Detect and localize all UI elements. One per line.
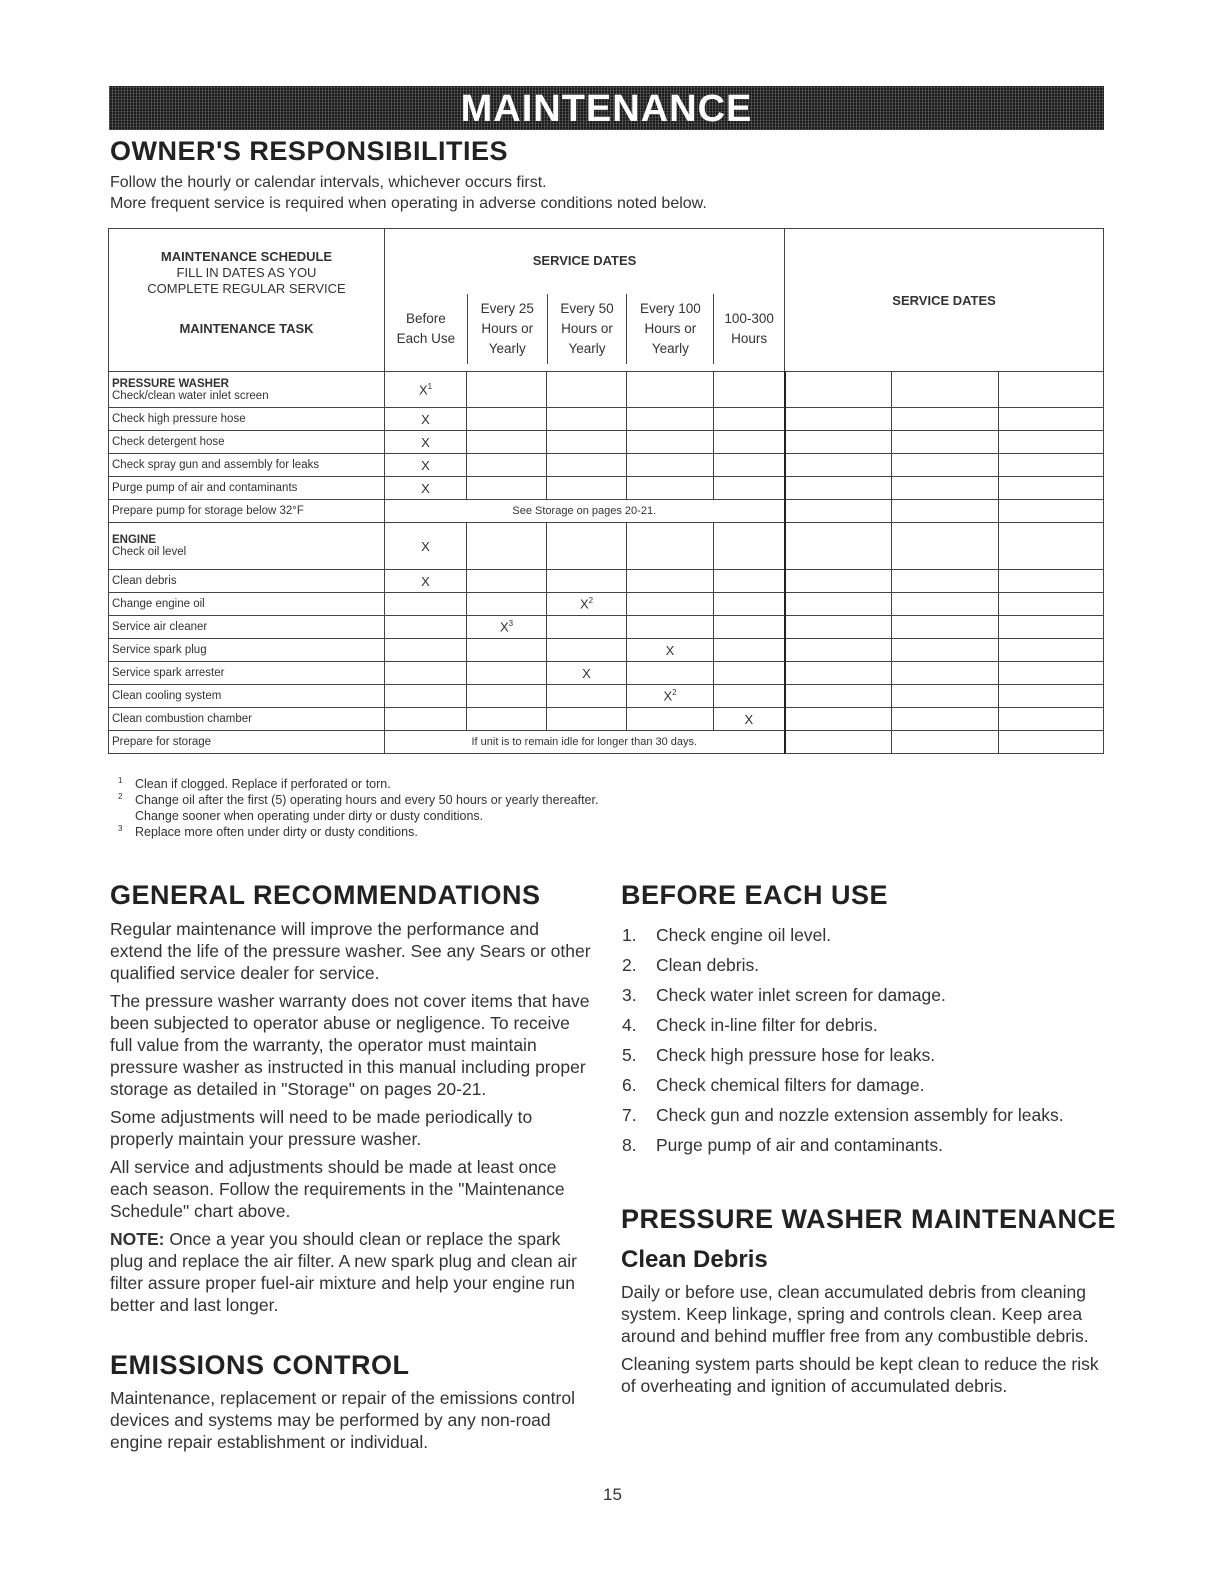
- task-category: PRESSURE WASHER: [112, 377, 229, 390]
- interval-cell: [467, 431, 547, 454]
- interval-cell: [714, 685, 785, 708]
- step-item: [620, 1134, 1090, 1156]
- service-date-blank[interactable]: [785, 454, 892, 477]
- interval-cell: [627, 372, 714, 408]
- interval-cell: [467, 408, 547, 431]
- task-label: Check detergent hose: [112, 436, 225, 448]
- table-header-row: [109, 229, 1104, 372]
- table-row: [109, 685, 1104, 708]
- service-date-blank[interactable]: [892, 500, 999, 523]
- task-cell: [109, 731, 385, 754]
- schedule-subtitle: FILL IN DATES AS YOU: [176, 265, 317, 280]
- service-date-blank[interactable]: [999, 477, 1104, 500]
- service-dates-right-header: [785, 229, 1104, 372]
- task-label: Purge pump of air and contaminants: [112, 482, 298, 494]
- interval-header-line: Every 50: [560, 301, 614, 316]
- interval-header-line: Yearly: [488, 341, 526, 356]
- task-cell: [109, 454, 385, 477]
- footnote-ref: 2: [588, 596, 594, 606]
- task-cell: [109, 477, 385, 500]
- service-date-blank[interactable]: [999, 639, 1104, 662]
- interval-cell: [547, 639, 627, 662]
- interval-header-line: Hours or: [644, 321, 697, 336]
- interval-header-line: Hours or: [561, 321, 613, 336]
- service-date-blank[interactable]: [892, 639, 999, 662]
- task-cell: [109, 500, 385, 523]
- table-row: [109, 408, 1104, 431]
- interval-column-header: [626, 294, 713, 364]
- interval-cell: [467, 685, 547, 708]
- interval-cell: [627, 685, 714, 708]
- interval-mark: X: [421, 573, 430, 589]
- service-date-blank[interactable]: [785, 477, 892, 500]
- service-date-blank[interactable]: [892, 708, 999, 731]
- interval-cell: [467, 616, 547, 639]
- service-date-blank[interactable]: [785, 500, 892, 523]
- interval-cell: [714, 454, 785, 477]
- step-number: 6.: [622, 1075, 637, 1095]
- service-date-blank[interactable]: [999, 431, 1104, 454]
- interval-cell: [547, 708, 627, 731]
- service-date-blank[interactable]: [785, 408, 892, 431]
- interval-cell: [627, 454, 714, 477]
- interval-cell: [385, 616, 467, 639]
- footnote-ref: 3: [508, 619, 514, 629]
- interval-headers: [385, 294, 784, 364]
- interval-cell: [627, 523, 714, 570]
- task-label: Check/clean water inlet screen: [112, 389, 269, 402]
- step-item: [620, 1104, 1090, 1126]
- footnote-ref: 1: [427, 381, 433, 391]
- interval-cell: [467, 523, 547, 570]
- interval-cell: [547, 662, 627, 685]
- footnote-number: 3: [118, 824, 123, 833]
- step-number: 3.: [622, 985, 637, 1005]
- service-date-blank[interactable]: [999, 731, 1104, 754]
- interval-cell: [714, 477, 785, 500]
- interval-cell: [627, 662, 714, 685]
- task-label: Clean debris: [112, 575, 177, 587]
- schedule-title: MAINTENANCE SCHEDULE: [160, 249, 333, 264]
- interval-cell: [385, 662, 467, 685]
- interval-cell: [467, 593, 547, 616]
- maintenance-banner: [109, 86, 1104, 130]
- interval-cell: [385, 454, 467, 477]
- task-cell: [109, 523, 385, 570]
- footnote-line: [118, 808, 598, 824]
- task-cell: [109, 570, 385, 593]
- task-cell: [109, 616, 385, 639]
- interval-cell: [547, 685, 627, 708]
- interval-cell: [385, 593, 467, 616]
- interval-cell: [547, 454, 627, 477]
- service-date-blank[interactable]: [785, 662, 892, 685]
- task-cell: [109, 372, 385, 408]
- row-note: If unit is to remain idle for longer than 30 days.: [385, 731, 785, 754]
- interval-cell: [467, 454, 547, 477]
- emissions-body: [110, 1387, 596, 1459]
- paragraph: Daily or before use, clean accumulated debris from cleaning system. Keep linkage, spring and controls clean. Keep area around and behind muffler free from any combustible debris.: [621, 1282, 1089, 1346]
- step-item: [620, 1074, 1090, 1096]
- task-cell: [109, 593, 385, 616]
- before-each-use-heading: BEFORE EACH USE: [621, 880, 889, 910]
- interval-cell: [627, 593, 714, 616]
- step-number: 8.: [622, 1135, 637, 1155]
- service-date-blank[interactable]: [892, 408, 999, 431]
- step-item: [620, 954, 1090, 976]
- service-date-blank[interactable]: [892, 431, 999, 454]
- task-label: Service air cleaner: [112, 621, 208, 633]
- before-each-use-steps: [620, 924, 1090, 1164]
- interval-cell: [627, 708, 714, 731]
- interval-mark: X: [499, 619, 509, 635]
- service-date-blank[interactable]: [999, 570, 1104, 593]
- interval-header-line: Hours or: [481, 321, 534, 336]
- task-label: Service spark arrester: [112, 667, 225, 679]
- step-number: 5.: [622, 1045, 637, 1065]
- interval-cell: [714, 708, 785, 731]
- interval-cell: [627, 570, 714, 593]
- interval-cell: [385, 477, 467, 500]
- interval-header-line: Each Use: [396, 331, 456, 346]
- step-number: 1.: [622, 925, 637, 945]
- paragraph: All service and adjustments should be made at least once each season. Follow the requirements in the "Maintenance Schedule" chart above.: [110, 1157, 565, 1221]
- schedule-header-cell: [109, 229, 385, 372]
- footnote-text: Change sooner when operating under dirty or dusty conditions.: [135, 809, 484, 823]
- table-row: [109, 731, 1104, 754]
- interval-cell: [627, 408, 714, 431]
- footnotes: [118, 776, 598, 840]
- owners-intro: [110, 172, 707, 214]
- note-paragraph: [110, 1228, 592, 1316]
- interval-mark: X: [418, 382, 428, 398]
- note-label: NOTE:: [110, 1229, 165, 1249]
- owners-line: Follow the hourly or calendar intervals, whichever occurs first.: [110, 174, 547, 191]
- row-note: See Storage on pages 20-21.: [385, 500, 785, 523]
- service-date-blank[interactable]: [892, 372, 999, 408]
- note-text: Once a year you should clean or replace the spark plug and replace the air filter. A new spark plug and clean air filter assure proper fuel-air mixture and help your engine run better and last longer.: [110, 1229, 577, 1315]
- task-label: Check oil level: [112, 546, 187, 558]
- interval-mark: X: [665, 642, 675, 658]
- interval-cell: [714, 662, 785, 685]
- service-date-blank[interactable]: [999, 708, 1104, 731]
- interval-cell: [714, 639, 785, 662]
- interval-cell: [467, 662, 547, 685]
- interval-cell: [714, 523, 785, 570]
- interval-cell: [627, 616, 714, 639]
- interval-cell: [547, 477, 627, 500]
- service-date-blank[interactable]: [785, 593, 892, 616]
- interval-header-line: Before: [406, 311, 446, 326]
- table-row: [109, 454, 1104, 477]
- task-cell: [109, 708, 385, 731]
- service-date-blank[interactable]: [892, 685, 999, 708]
- pw-maintenance-heading: PRESSURE WASHER MAINTENANCE: [621, 1204, 1117, 1234]
- footnote-number: 1: [118, 776, 123, 785]
- service-date-blank[interactable]: [785, 523, 892, 570]
- table-row: [109, 662, 1104, 685]
- interval-cell: [547, 616, 627, 639]
- interval-mark: X: [579, 596, 589, 612]
- interval-mark: X: [663, 688, 673, 704]
- owners-heading: OWNER'S RESPONSIBILITIES: [110, 136, 508, 166]
- interval-mark: X: [421, 538, 430, 554]
- task-cell: [109, 408, 385, 431]
- service-date-blank[interactable]: [892, 662, 999, 685]
- table-row: [109, 708, 1104, 731]
- step-item: [620, 1014, 1090, 1036]
- step-number: 7.: [622, 1105, 637, 1125]
- paragraph: Cleaning system parts should be kept clean to reduce the risk of overheating and ignition of accumulated debris.: [621, 1354, 1099, 1396]
- step-text: Check engine oil level.: [656, 925, 832, 945]
- step-text: Check in-line filter for debris.: [656, 1015, 878, 1035]
- service-date-blank[interactable]: [892, 477, 999, 500]
- interval-column-header: [385, 294, 467, 364]
- interval-cell: [467, 477, 547, 500]
- interval-column-header: [467, 294, 547, 364]
- footnote-text: Clean if clogged. Replace if perforated or torn.: [135, 777, 391, 791]
- service-date-blank[interactable]: [785, 431, 892, 454]
- general-heading: GENERAL RECOMMENDATIONS: [110, 880, 541, 910]
- interval-cell: [714, 408, 785, 431]
- schedule-subtitle: COMPLETE REGULAR SERVICE: [147, 281, 346, 296]
- interval-column-header: [547, 294, 627, 364]
- service-date-blank[interactable]: [785, 570, 892, 593]
- service-dates-left-header: [385, 229, 785, 372]
- interval-header-line: Hours: [731, 331, 768, 346]
- service-date-blank[interactable]: [999, 523, 1104, 570]
- service-date-blank[interactable]: [785, 639, 892, 662]
- interval-cell: [547, 431, 627, 454]
- interval-cell: [385, 570, 467, 593]
- paragraph: Regular maintenance will improve the performance and extend the life of the pressure washer. See any Sears or other qualified service dealer for service.: [110, 919, 591, 983]
- step-text: Purge pump of air and contaminants.: [656, 1135, 943, 1155]
- table-row: [109, 431, 1104, 454]
- service-date-blank[interactable]: [892, 731, 999, 754]
- task-label: Service spark plug: [112, 644, 207, 656]
- service-date-blank[interactable]: [999, 685, 1104, 708]
- interval-cell: [547, 523, 627, 570]
- task-label: Prepare pump for storage below 32°F: [112, 505, 304, 517]
- service-date-blank[interactable]: [785, 685, 892, 708]
- interval-header-line: Every 100: [639, 301, 701, 316]
- service-date-blank[interactable]: [785, 372, 892, 408]
- footnote-line: [118, 792, 598, 808]
- step-number: 4.: [622, 1015, 637, 1035]
- service-date-blank[interactable]: [999, 372, 1104, 408]
- service-date-blank[interactable]: [999, 408, 1104, 431]
- interval-mark: X: [744, 711, 754, 727]
- interval-cell: [627, 639, 714, 662]
- interval-cell: [385, 708, 467, 731]
- step-text: Clean debris.: [656, 955, 760, 975]
- table-row: [109, 372, 1104, 408]
- table-row: [109, 593, 1104, 616]
- interval-header-line: Every 25: [480, 301, 534, 316]
- paragraph: Maintenance, replacement or repair of the emissions control devices and systems may be performed by any non-road engine repair establishment or individual.: [110, 1388, 575, 1452]
- service-date-blank[interactable]: [999, 500, 1104, 523]
- step-item: [620, 1044, 1090, 1066]
- task-cell: [109, 639, 385, 662]
- service-date-blank[interactable]: [785, 708, 892, 731]
- task-cell: [109, 431, 385, 454]
- interval-header-line: Yearly: [568, 341, 606, 356]
- footnote-line: [118, 776, 598, 792]
- interval-cell: [467, 372, 547, 408]
- page-number: 15: [603, 1485, 622, 1504]
- task-label: Check spray gun and assembly for leaks: [112, 459, 320, 471]
- service-dates-label: SERVICE DATES: [532, 253, 637, 268]
- table-row: [109, 523, 1104, 570]
- interval-mark: X: [421, 434, 430, 450]
- table-row: [109, 477, 1104, 500]
- interval-mark: X: [582, 665, 591, 681]
- interval-cell: [385, 431, 467, 454]
- interval-cell: [627, 431, 714, 454]
- task-cell: [109, 662, 385, 685]
- interval-cell: [714, 431, 785, 454]
- task-label: Clean cooling system: [112, 690, 222, 702]
- task-header: MAINTENANCE TASK: [179, 321, 314, 336]
- table-row: [109, 570, 1104, 593]
- banner-title: MAINTENANCE: [460, 88, 753, 130]
- footnote-line: [118, 824, 598, 840]
- service-date-blank[interactable]: [999, 616, 1104, 639]
- emissions-heading: EMISSIONS CONTROL: [110, 1350, 410, 1380]
- step-number: 2.: [622, 955, 637, 975]
- service-date-blank[interactable]: [999, 454, 1104, 477]
- service-date-blank[interactable]: [892, 593, 999, 616]
- interval-mark: X: [421, 457, 430, 473]
- interval-column-header: [713, 294, 784, 364]
- interval-mark: X: [421, 480, 430, 496]
- interval-cell: [385, 408, 467, 431]
- paragraph: Some adjustments will need to be made periodically to properly maintain your pressure washer.: [110, 1107, 533, 1149]
- service-date-blank[interactable]: [999, 593, 1104, 616]
- interval-cell: [467, 639, 547, 662]
- interval-cell: [547, 408, 627, 431]
- interval-cell: [714, 593, 785, 616]
- interval-cell: [714, 570, 785, 593]
- interval-cell: [547, 593, 627, 616]
- clean-debris-body: [621, 1281, 1103, 1403]
- clean-debris-subheading: Clean Debris: [621, 1246, 768, 1273]
- interval-cell: [547, 570, 627, 593]
- service-date-blank[interactable]: [892, 570, 999, 593]
- footnote-text: Replace more often under dirty or dusty conditions.: [135, 825, 418, 839]
- task-label: Change engine oil: [112, 598, 205, 610]
- interval-cell: [467, 570, 547, 593]
- service-date-blank[interactable]: [785, 616, 892, 639]
- step-text: Check high pressure hose for leaks.: [656, 1045, 936, 1065]
- interval-cell: [627, 477, 714, 500]
- interval-header-line: 100-300: [724, 311, 774, 326]
- interval-cell: [385, 685, 467, 708]
- step-text: Check water inlet screen for damage.: [656, 985, 946, 1005]
- interval-cell: [385, 372, 467, 408]
- table-row: [109, 639, 1104, 662]
- task-label: Prepare for storage: [112, 736, 212, 748]
- interval-mark: X: [421, 411, 430, 427]
- footnote-ref: 2: [672, 688, 677, 698]
- step-item: [620, 924, 1090, 946]
- service-dates-label: SERVICE DATES: [892, 292, 996, 308]
- interval-cell: [467, 708, 547, 731]
- interval-cell: [714, 616, 785, 639]
- service-date-blank[interactable]: [892, 523, 999, 570]
- task-label: Clean combustion chamber: [112, 713, 252, 725]
- step-item: [620, 984, 1090, 1006]
- footnote-number: 2: [118, 792, 123, 801]
- interval-cell: [385, 639, 467, 662]
- service-date-blank[interactable]: [892, 616, 999, 639]
- step-text: Check chemical filters for damage.: [656, 1075, 925, 1095]
- service-date-blank[interactable]: [892, 454, 999, 477]
- interval-header-line: Yearly: [651, 341, 689, 356]
- general-body: [110, 918, 592, 1322]
- task-label: Check high pressure hose: [112, 413, 246, 425]
- interval-cell: [385, 523, 467, 570]
- table-row: [109, 616, 1104, 639]
- paragraph: The pressure washer warranty does not cover items that have been subjected to operator abuse or negligence. To receive full value from the warranty, the operator must maintain pressure washer as instructed in this manual including proper storage as detailed in "Storage" on pages 20-21.: [110, 991, 590, 1099]
- maintenance-schedule-table: [108, 228, 1104, 754]
- interval-cell: [547, 372, 627, 408]
- step-text: Check gun and nozzle extension assembly for leaks.: [656, 1105, 1064, 1125]
- service-date-blank[interactable]: [999, 662, 1104, 685]
- task-cell: [109, 685, 385, 708]
- footnote-text: Change oil after the first (5) operating hours and every 50 hours or yearly thereafter.: [135, 793, 599, 807]
- table-row: [109, 500, 1104, 523]
- service-date-blank[interactable]: [785, 731, 892, 754]
- owners-line: More frequent service is required when operating in adverse conditions noted below.: [110, 195, 707, 212]
- interval-cell: [714, 372, 785, 408]
- task-category: ENGINE: [112, 534, 157, 546]
